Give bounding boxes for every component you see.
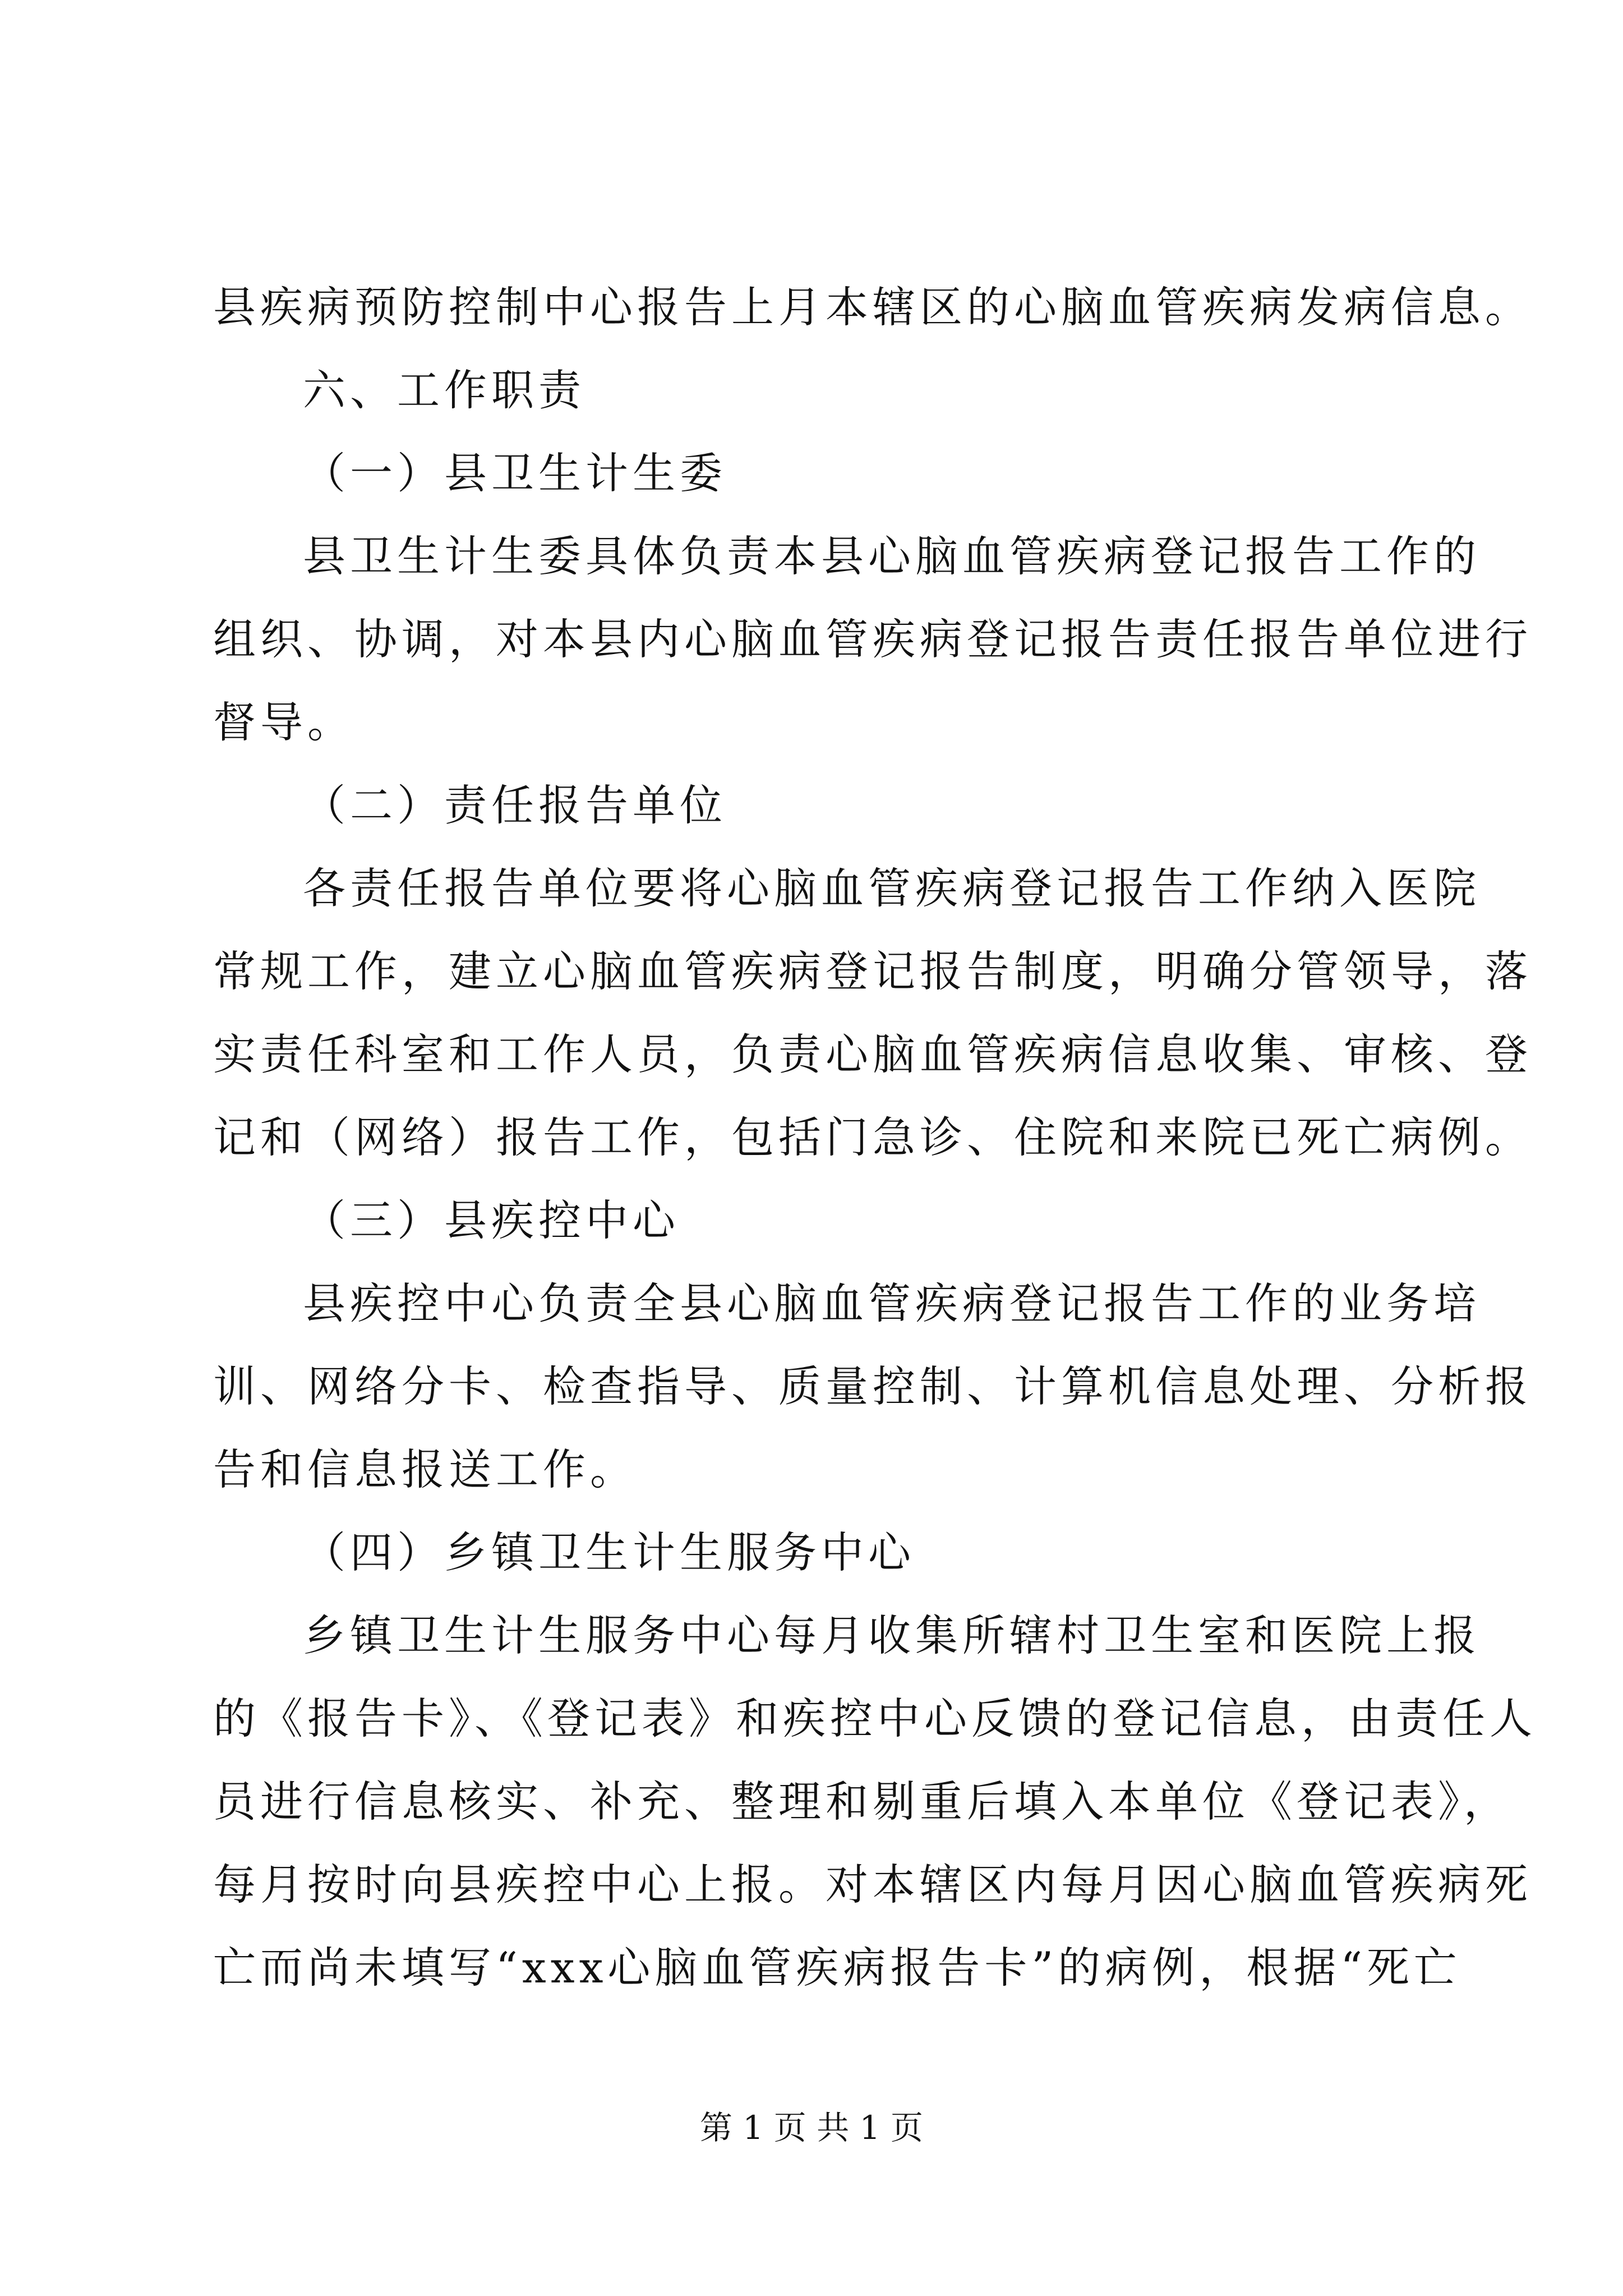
paragraph-line: 告和信息报送工作。 — [213, 1444, 637, 1494]
section-heading: 六、工作职责 — [303, 365, 585, 415]
paragraph-line: 亡而尚未填写“xxx心脑血管疾病报告卡”的病例，根据“死亡 — [213, 1943, 1461, 1993]
paragraph-line: 常规工作，建立心脑血管疾病登记报告制度，明确分管领导，落 — [213, 946, 1532, 996]
paragraph-line: 乡镇卫生计生服务中心每月收集所辖村卫生室和医院上报 — [303, 1611, 1481, 1660]
paragraph-line: 县卫生计生委具体负责本县心脑血管疾病登记报告工作的 — [303, 531, 1481, 581]
paragraph-line: 实责任科室和工作人员，负责心脑血管疾病信息收集、审核、登 — [213, 1029, 1532, 1079]
paragraph-line: 的《报告卡》、《登记表》和疾控中心反馈的登记信息，由责任人 — [213, 1694, 1537, 1743]
subsection-heading: （四）乡镇卫生计生服务中心 — [303, 1527, 915, 1577]
paragraph-line: 督导。 — [213, 697, 354, 747]
paragraph-line: 员进行信息核实、补充、整理和剔重后填入本单位《登记表》， — [213, 1777, 1511, 1826]
paragraph-line: 县疾控中心负责全县心脑血管疾病登记报告工作的业务培 — [303, 1278, 1481, 1328]
paragraph-line: 组织、协调，对本县内心脑血管疾病登记报告责任报告单位进行 — [213, 614, 1532, 664]
paragraph-line: 每月按时向县疾控中心上报。对本辖区内每月因心脑血管疾病死 — [213, 1860, 1532, 1910]
subsection-heading: （三）县疾控中心 — [303, 1195, 680, 1245]
paragraph-line: 记和（网络）报告工作，包括门急诊、住院和来院已死亡病例。 — [213, 1112, 1532, 1162]
paragraph-line: 训、网络分卡、检查指导、质量控制、计算机信息处理、分析报 — [213, 1361, 1532, 1411]
subsection-heading: （二）责任报告单位 — [303, 780, 727, 830]
subsection-heading: （一）县卫生计生委 — [303, 448, 727, 498]
paragraph-line: 各责任报告单位要将心脑血管疾病登记报告工作纳入医院 — [303, 863, 1481, 913]
paragraph-line: 县疾病预防控制中心报告上月本辖区的心脑血管疾病发病信息。 — [213, 282, 1532, 332]
page-number-footer: 第 1 页 共 1 页 — [700, 2109, 923, 2147]
